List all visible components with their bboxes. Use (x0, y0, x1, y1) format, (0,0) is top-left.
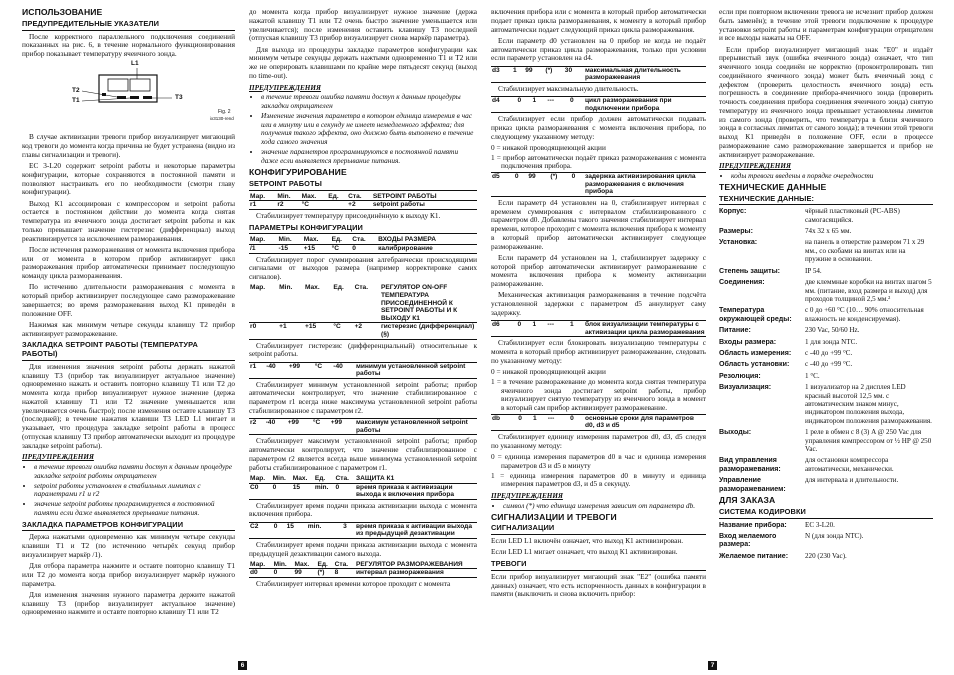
paragraph: включения прибора или с момента в который прибор автоматически подает приказ цикла разморажевания, к моменту в который прибор автоматически подает следующий приказ цикла разморажевания. (491, 7, 706, 34)
cell: °C (312, 419, 330, 435)
paragraph: Стабилизирует максимальную длительность. (498, 83, 639, 93)
paragraph: Выход К1 ассоциирован с компрессором и setpoint работы остается в постоянном действии до момента когда снятая температура из ячеичного зонда достигает setpoint работы и как только превышает значение гистерезис (дифференциал) выход реактивизируется за исключением разморажевания. (22, 198, 235, 243)
cell: 1 (531, 321, 546, 337)
paragraph: Стабилизирует гистерезис (дифференциальный) относительные к setpoint работы. (249, 340, 477, 359)
warnings-list (491, 502, 706, 511)
col-header: Ед. (331, 236, 352, 244)
col-header: ЗАЩИТА К1 (355, 475, 477, 483)
cell: 0 (514, 173, 527, 197)
spec-value: 1 °C. (805, 371, 820, 380)
warning-item: • Изменение значения параметра в котором единица измерения в час или в минуту или в секунду не имеет немедленного эффекта; для получения такого эффекта, оно должно быть выполнено в течение хода самого значения (261, 112, 477, 147)
cell: 0 (517, 414, 532, 430)
front-panel-drawing (22, 61, 235, 129)
col-header: Мар. (249, 193, 276, 201)
cell: +99 (288, 362, 314, 378)
cell: 99 (524, 66, 544, 82)
column-1 (22, 8, 235, 620)
cell: (*) (544, 66, 563, 82)
figure-label: Fig. 2 (218, 109, 231, 116)
col-header: Min. (276, 193, 300, 201)
col-header: Ед. (327, 193, 347, 201)
cell: r2 (276, 201, 300, 210)
paragraph: Если прибор визуализирует мигающий знак "E0" и издаёт прерывистый звук (ошибка ячеичного зонда) означает, что тип ячеичного зонда соединён не корректно (проконтролировать тип соединённого ячеичного зонда) может быть ячеичный зонд с дефектом (проверить целостность ячеичного зонда) есть погрешность в соединение прибора-ячеичного зонда (проверить точность соединения прибора соединения ячеичного зонда) снятую температуру из ячеичного зонда превышает установлены лимитов из самого зонда (проверить, что температура в близи ячеичного зонда в согласных лимитах от самого зонда); в течении этой тревоги выход К1 приведён в положение OFF, если в процессе разморажевание само разморажевание завершается и прибор не активизирует разморажевание. (719, 44, 933, 159)
spec-value: 1 визуализатор на 2 дисплея LED красный высотой 12,5 мм. с автоматическим знаком минус, индикатором положения выхода, индикатором положения разморажевания. (805, 383, 932, 425)
cell: 1 (512, 66, 524, 82)
cell: 0 (517, 321, 532, 337)
label-l1: L1 (131, 60, 139, 68)
col-header: Max. (303, 236, 331, 244)
param-table-regulator (249, 284, 477, 339)
col-header: Ста. (334, 561, 355, 569)
spec-key: Входы размера: (719, 337, 777, 346)
paragraph: Если LED L1 включён означает, что выход К1 активизирован. (491, 536, 684, 546)
param-table-inputs (249, 236, 477, 253)
figure-code: ix3130-rend (210, 116, 234, 122)
spec-key: Выходы: (719, 428, 752, 437)
spec-value: 74x 32 x 65 мм. (805, 227, 852, 236)
cell: °C (314, 362, 333, 378)
cell: setpoint работы (372, 201, 477, 210)
cell: 0 (351, 245, 377, 254)
spec-value: 230 Vac, 50/60 Hz. (805, 326, 860, 335)
subsection-alarms: ТРЕВОГИ (491, 560, 706, 571)
warning-item: • в течение тревоги ошибка памяти доступ к данным процедуре закладке setpoint работы отрицателен (34, 463, 235, 481)
cell: 0 (569, 414, 584, 430)
warnings-list (719, 172, 933, 181)
cell: +99 (330, 419, 355, 435)
col-header: Max. (301, 193, 328, 201)
col-header: Min. (273, 561, 294, 569)
cell: min. (307, 522, 342, 538)
param-table-setpoint (249, 193, 477, 210)
cell: время приказа к активизации выхода к включения прибора (355, 483, 477, 499)
cell: C0 (249, 483, 272, 499)
cell: -40 (265, 419, 287, 435)
cell: db (491, 414, 517, 430)
spec-value: для остановки компрессора автоматически, механически. (805, 456, 894, 473)
warning-item: • в течение тревоги ошибка памяти доступ к данным процедуры закладки отрицателен (261, 93, 477, 111)
spec-key: Вид управления разморажевания: (719, 456, 781, 473)
cell: d4 (491, 96, 517, 112)
column-4 (719, 8, 933, 563)
section-title-config: КОНФИГУРИРОВАНИЕ (249, 167, 347, 178)
cell: --- (546, 96, 569, 112)
spec-key: Управление разморажеванием: (719, 476, 786, 493)
order-key: Желаемое питание: (719, 551, 789, 560)
cell (327, 201, 347, 210)
spec-key: Резолюция: (719, 371, 761, 380)
paragraph: Если прибор визуализирует мигающий знак "E2" (ошибка памяти данных) означает, что есть испорченность данных в конфигурации в памяти (выключить и снова включить прибор: (491, 571, 706, 599)
spec-key: Питание: (719, 326, 751, 335)
column-3 (491, 8, 706, 602)
paragraph: В случае активизации тревоги прибор визуализирует мигающий код тревоги до момента когда причина не будет устранена (видно из главы сигнализации и тревоги). (22, 132, 235, 159)
cell: +2 (347, 201, 372, 210)
paragraph: Если LED L1 мигает означает, что выход К1 активизирован. (491, 547, 678, 557)
column-2 (249, 8, 477, 591)
paragraph: Нажимая как минимум четыре секунды клавишу T2 прибор активизирует разморажевание. (22, 319, 235, 338)
warnings-title: ПРЕДУПРЕЖДЕНИЯ (249, 83, 321, 92)
option-item: 0 = никакой проводящиеющей акции (491, 367, 606, 377)
param-table-d6 (491, 320, 706, 337)
spec-key: Соединения: (719, 278, 765, 287)
col-header: Ста. (354, 284, 380, 322)
param-table-r1 (249, 362, 477, 379)
page-number-left: 6 (238, 661, 247, 670)
spec-key: Размеры: (719, 227, 753, 236)
col-header: Ед. (314, 475, 335, 483)
spec-key: Корпус: (719, 207, 747, 216)
cell: d6 (491, 321, 517, 337)
cell: r1 (249, 362, 265, 378)
order-table (719, 521, 933, 564)
label-t2: T2 (72, 87, 80, 95)
col-header: Min. (272, 475, 292, 483)
paragraph: Стабилизирует порог суммирования алгебраически происходящими сигналами от выходов размера (например корректировке самих сигналов). (249, 254, 477, 282)
cell: 0 (569, 96, 584, 112)
subsection-config: ЗАКЛАДКА ПАРАМЕТРОВ КОНФИГУРАЦИИ (22, 521, 235, 532)
spec-key: Область измерения: (719, 348, 792, 357)
param-table-defrost (249, 561, 477, 578)
cell: -15 (278, 245, 303, 254)
page-number-right: 7 (708, 661, 717, 670)
spec-value: 1 для зонда NTC. (805, 337, 858, 346)
cell: цикл разморажевания при подключении прибора (584, 96, 706, 112)
order-value: 220 (230 Vac). (805, 551, 847, 560)
paragraph: если при повторном включении тревога не исчезнит прибор должен быть заменён); в течение этой тревоги подключение к процедуре установки setpoint работы и параметрам конфигурации отрицателен и все выходы нажаты на OFF. (719, 7, 933, 43)
cell: (*) (549, 173, 570, 197)
cell: 0 (517, 96, 532, 112)
front-panel-figure (22, 61, 235, 129)
warnings-title: ПРЕДУПРЕЖДЕНИЯ (491, 492, 563, 501)
col-header: Ед. (332, 284, 353, 322)
col-header: ВХОДЫ РАЗМЕРА (377, 236, 477, 244)
cell: 15 (292, 483, 314, 499)
subsection-setpoint-work: SETPOINT РАБОТЫ (249, 180, 477, 191)
cell: 8 (334, 569, 355, 578)
spec-value: на панель в отверстие размером 71 x 29 мм., со скобами на винтах или на пружине в основании. (805, 238, 925, 264)
option-item: 0 = единица измерения параметров d0 в час и единица измерения параметров d3 и d5 в минуту (491, 452, 706, 470)
cell: 0 (272, 483, 292, 499)
order-value: N (для зонда NTC). (805, 531, 864, 540)
col-header: Мар. (249, 284, 278, 322)
cell: +99 (287, 419, 312, 435)
cell: --- (547, 414, 569, 430)
paragraph: Для выхода из процедуры закладке параметров конфигурации как минимум четыре секунды держать нажтыми одновременно T1 и T2 или же не оперировать клавишами по крайне мере пятьдесят секунд (выход по time-out). (249, 44, 477, 80)
spec-value: с 0 до +60 °C (10… 90% относительная влажность не конденсируемая). (805, 306, 924, 323)
param-table-d3 (491, 66, 706, 83)
paragraph: Стабилизирует единицу измерения параметров d0, d3, d5 следуя по указанному методу: (491, 432, 706, 450)
paragraph: до момента когда прибор визуализирует нужное значение (держа нажатой клавишу T1 или T2 очень быстро значение уменьшается или увеличивается); после изменения оставить клавишу T3 последней (отпуская клавишу T3 прибор визуализирует снова маркёр параметра). (249, 7, 477, 43)
spec-key: Область установки: (719, 360, 790, 369)
paragraph: После истечения разморажевания от момента включения прибора или от момента в котором прибор активизирует цикл разморажевания прибор автоматически принимает последующую команду цикла разморажевания. (22, 244, 235, 280)
order-key: Название прибора: (719, 520, 787, 529)
order-key: Вход желаемого размера: (719, 531, 777, 549)
cell: r1 (249, 201, 276, 210)
cell: min. (314, 483, 335, 499)
col-header: Max. (294, 561, 317, 569)
warning-item: • значение параметров программируются в постоянной памяти даже если выявляется прерывание питания. (261, 148, 477, 166)
cell: d3 (491, 66, 512, 82)
section-title-usage: ИСПОЛЬЗОВАНИЕ (22, 7, 103, 17)
cell: интервал разморажевания (355, 569, 477, 578)
cell: 1 (569, 321, 584, 337)
cell: 0 (273, 522, 286, 538)
subsection-order: СИСТЕМА КОДИРОВКИ (719, 508, 933, 519)
spec-value: IP 54. (805, 266, 822, 275)
display-digit-1 (108, 79, 128, 91)
order-value: EC 3-L20. (805, 520, 835, 529)
warning-item: • символ (*) что единица измерения зависит от параметра db. (503, 502, 706, 511)
cell: --- (546, 321, 569, 337)
cell: d5 (491, 173, 514, 197)
cell: время приказа к активации выхода из предыдущей дезактивации (355, 522, 477, 538)
cell: основные сроки для параметров d0, d3 и d5 (584, 414, 706, 430)
warning-item: • значение setpoint работы программируется в постоянной памяти если даже выявляется прерывание питания. (34, 500, 235, 518)
subsection-params: ПАРАМЕТРЫ КОНФИГУРАЦИИ (249, 224, 477, 235)
cell: 99 (527, 173, 549, 197)
cell: задержка активизирования цикла разморажевания с включения прибора (584, 173, 706, 197)
section-title-tech: ТЕХНИЧЕСКИЕ ДАННЫЕ (719, 181, 827, 192)
label-t3: T3 (175, 94, 183, 102)
cell: минимум установленной setpoint работы (355, 362, 477, 378)
cell: +2 (354, 323, 380, 339)
paragraph: Для отбора параметра нажмите и оставте повторно клавишу T1 или T2 до момента когда прибор визуализирует маркёр нужного параметра. (22, 561, 235, 588)
col-header: РЕГУЛЯТОР РАЗМОРАЖЕВАНИЯ (355, 561, 477, 569)
cell: 1 (531, 96, 546, 112)
cell: (*) (316, 569, 333, 578)
warnings-list (249, 93, 477, 165)
paragraph: Стабилизирует максимум установленной setpoint работы; прибор автоматически контролирует, что значение стабилизированное с параметром r2 является всегда выше минимума установленной setpoint работы стабилизированное с параметром r1. (249, 436, 477, 472)
cell: C2 (249, 522, 273, 538)
option-item: 0 = никакой проводящиеющей акции (491, 142, 606, 152)
cell: -40 (265, 362, 288, 378)
cell: калибрирование (377, 245, 477, 254)
paragraph: Стабилизирует интервал времени которое проходит с момента (256, 579, 451, 589)
cell: °C (301, 201, 328, 210)
spec-key: Установка: (719, 238, 758, 247)
col-header: Min. (278, 236, 303, 244)
param-table-c2 (249, 522, 477, 539)
warning-item: • setpoint работы установлен в стабильных лимитах с параметрами r1 и r2 (34, 482, 235, 500)
paragraph: Стабилизирует температуру присоединённую к выходу К1. (256, 210, 441, 220)
param-table-k1 (249, 475, 477, 500)
spec-key: Температура окружающей среды: (719, 306, 792, 323)
subsection-setpoint: ЗАКЛАДКА SETPOINT РАБОТЫ (ТЕМПЕРАТУРА РАБОТЫ) (22, 341, 235, 361)
paragraph: Стабилизирует если блокировать визуализацию температуры с момента в который прибор активизирует разморажевание, следовать по указанному методу: (491, 338, 706, 365)
cell: +15 (304, 323, 332, 339)
param-table-db (491, 414, 706, 431)
subsection-tech: ТЕХНИЧЕСКИЕ ДАННЫЕ: (719, 195, 933, 206)
cell: °C (332, 323, 353, 339)
cell: 0 (273, 569, 294, 578)
paragraph: По истечению длительности разморажевания с момента в который прибор активизирует последующее само разморажевание завершается; во время разморажевания выход К1 приведён в положение OFF. (22, 282, 235, 318)
cell: максимум установленной setpoint работы (355, 419, 477, 435)
button-t3 (143, 96, 152, 99)
option-item: 1 = единица измерения параметров d0 в минуту и единица измерения параметров d3, и d5 в секунду. (491, 470, 706, 489)
spec-key: Степень защиты: (719, 266, 781, 275)
cell: 99 (294, 569, 317, 578)
cell: +15 (303, 245, 331, 254)
paragraph: После корректного параллельного подключения соединений показанных на рис. 6, в течение нормального функционирования прибор показывает температуру ячеичного зонда. (22, 31, 235, 58)
paragraph: Для изменения значения нужного параметра держите нажатой клавишу T3 (прибор визуализирует актуальное значение) одновременно нажмите и оставте повторно клавишу T1 или T2 (22, 589, 235, 617)
spec-value: с -40 до +99 °C. (805, 360, 853, 369)
paragraph: Если параметр d0 установлен на 0 прибор не когда не подаёт автоматически приказ цикла разморажевания, только при условии если параметр установлен на d4. (491, 35, 706, 63)
paragraph: ЕС 3-L20 содержит setpoint работы и некоторые параметры конфигурации, которые сохраняются в постоянной памяти и позволяют настраивать его по необходимости (смотри главу конфигурации). (22, 161, 235, 197)
section-title-order: ДЛЯ ЗАКАЗА (719, 495, 776, 506)
cell: d0 (249, 569, 273, 578)
cell: °C (331, 245, 352, 254)
cell: 3 (342, 522, 355, 538)
cell: блок визуализации температуры с активизации цикла разморажевания (585, 321, 705, 336)
col-header: SETPOINT РАБОТЫ (372, 193, 477, 201)
col-header: Мар. (249, 561, 273, 569)
cell: 15 (286, 522, 307, 538)
option-item: 1 = прибор автоматически подаёт приказ разморажевания с момента подключения прибора. (491, 152, 706, 171)
cell: максимальная длительность разморажевания (584, 66, 706, 82)
spec-value: с -40 до +99 °C. (805, 348, 853, 357)
section-title-alarms: СИГНАЛИЗАЦИИ И ТРЕВОГИ (491, 511, 617, 522)
paragraph: Механическая активизация разморажевания в течение подсчёта установленной задержки с параметром d5 аннулирует саму задержку. (491, 290, 706, 317)
display-digit-2 (130, 79, 150, 91)
cell: /1 (249, 245, 278, 254)
col-header: РЕГУЛЯТОР ON-OFF ТЕМПЕРАТУРА ПРИСОЕДИНЕННОЙ К SETPOINT РАБОТЫ И К ВЫХОДУ К1 (380, 284, 477, 322)
col-header: Ста. (347, 193, 372, 201)
paragraph: Для изменения значения setpoint работы держать нажатой клавишу T3 (прибор так визуализирует актуальное значение) одновременно нажать и оставить повторно клавишу T1 или T2 до момента когда прибор визуализирует нужное значение (держа нажатой клавишу T1 или T2 значение уменьшается или увеличивается очень быстро); после изменения оставте клавишу T3 (последней); в течение нажатия клавиши T3 LED L1 мигает и указывает, что процедура закладке setpoint работы в процесс (отпуская клавишу T3 прибор автоматически выходит из процедуре закладке setpoint работы). (22, 361, 235, 450)
cell: 0 (571, 173, 584, 197)
spec-value: две клеммные коробки на винтах шагом 5 мм. (питание, вход размера и выход) для проходов толщиной 2,5 мм.² (805, 278, 932, 303)
cell: 1 (532, 414, 547, 430)
spec-key: Визуализация: (719, 383, 772, 392)
warnings-title: ПРЕДУПРЕЖДЕНИЯ (22, 453, 94, 462)
col-header: Max. (304, 284, 332, 322)
spec-value: чёрный пластиковый (PC-ABS) самогасящийся. (805, 207, 900, 224)
warning-item: • коды тревоги введены в порядке очередности (731, 172, 933, 181)
subsection-indicators: ПРЕДУПРЕДИТЕЛЬНЫЕ УКАЗАТЕЛИ (22, 20, 235, 31)
spec-value: для интервала и длительности. (805, 476, 899, 485)
cell: 0 (334, 483, 355, 499)
col-header: Ед. (316, 561, 333, 569)
paragraph: Стабилизирует если прибор должен автоматически подавать приказ цикла разморажевания с момента включения прибора, по следующему указанному методу: (491, 114, 706, 141)
col-header: Ста. (334, 475, 355, 483)
col-header: Max. (292, 475, 314, 483)
cell: r2 (249, 419, 265, 435)
option-item: 1 = в течение разморажевание до момента когда снятая температура ячеичного зонда достигает setpoint работы, прибор визуализирует снятую температуру из ячеичного зонда в момент в который сам прибор активизирует разморажевание. (491, 376, 706, 413)
paragraph: Держа нажатыми одновременно как минимум четыре секунды клавиши T1 и T2 (по истечению четырёх секунд прибор визуализирует маркёр /1). (22, 532, 235, 559)
cell: r0 (249, 323, 278, 339)
cell: -40 (332, 362, 355, 378)
spec-value: 1 реле в обмен с 8 (3) A @ 250 Vac для управления компрессором от ½ HP @ 250 Vac. (805, 428, 932, 453)
warnings-title: ПРЕДУПРЕЖДЕНИЯ (719, 162, 791, 171)
param-table-d5 (491, 172, 706, 197)
paragraph: Стабилизирует минимум установленной setpoint работы; прибор автоматически контролирует, что значение стабилизированное с параметром r1 всегда ниже максимума установленной setpoint работы стабилизированное с параметром r2. (249, 379, 477, 415)
warnings-list (22, 463, 235, 518)
col-header: Мар. (249, 475, 272, 483)
col-header: Мар. (249, 236, 278, 244)
param-table-r2 (249, 418, 477, 435)
cell: гистерезис (дифференциал) (§) (380, 323, 477, 339)
paragraph: Если параметр d4 установлен на 1, стабилизирует задержку с которой прибор автоматически активизирует разморажевание с момента включения прибора к моменту активизации разморажевание. (491, 252, 706, 289)
paragraph: Если параметр d4 установлен на 0, стабилизирует интервал с временем суммирования с интервалом стабилизированного с параметром d0. Добавлены такого значения стабилизирует интервал времени, которое проходит с момента включения прибора к моменту в который прибор автоматически активизирует следующее разморажевание. (491, 197, 706, 251)
cell: 30 (564, 66, 584, 82)
spec-table (719, 207, 933, 496)
col-header: Min. (278, 284, 304, 322)
col-header: Ста. (351, 236, 377, 244)
subsection-signals: СИГНАЛИЗАЦИИ (491, 524, 706, 535)
paragraph: Стабилизирует время подачи приказа активизации выхода с момента включения прибора. (249, 500, 477, 519)
paragraph: Стабилизирует время подачи приказа активизации выхода с момента предыдущей дезактивации самого выхода. (249, 539, 477, 558)
param-table-d4 (491, 96, 706, 113)
cell: +1 (278, 323, 304, 339)
label-t1: T1 (72, 97, 80, 105)
button-t1 (130, 96, 139, 99)
